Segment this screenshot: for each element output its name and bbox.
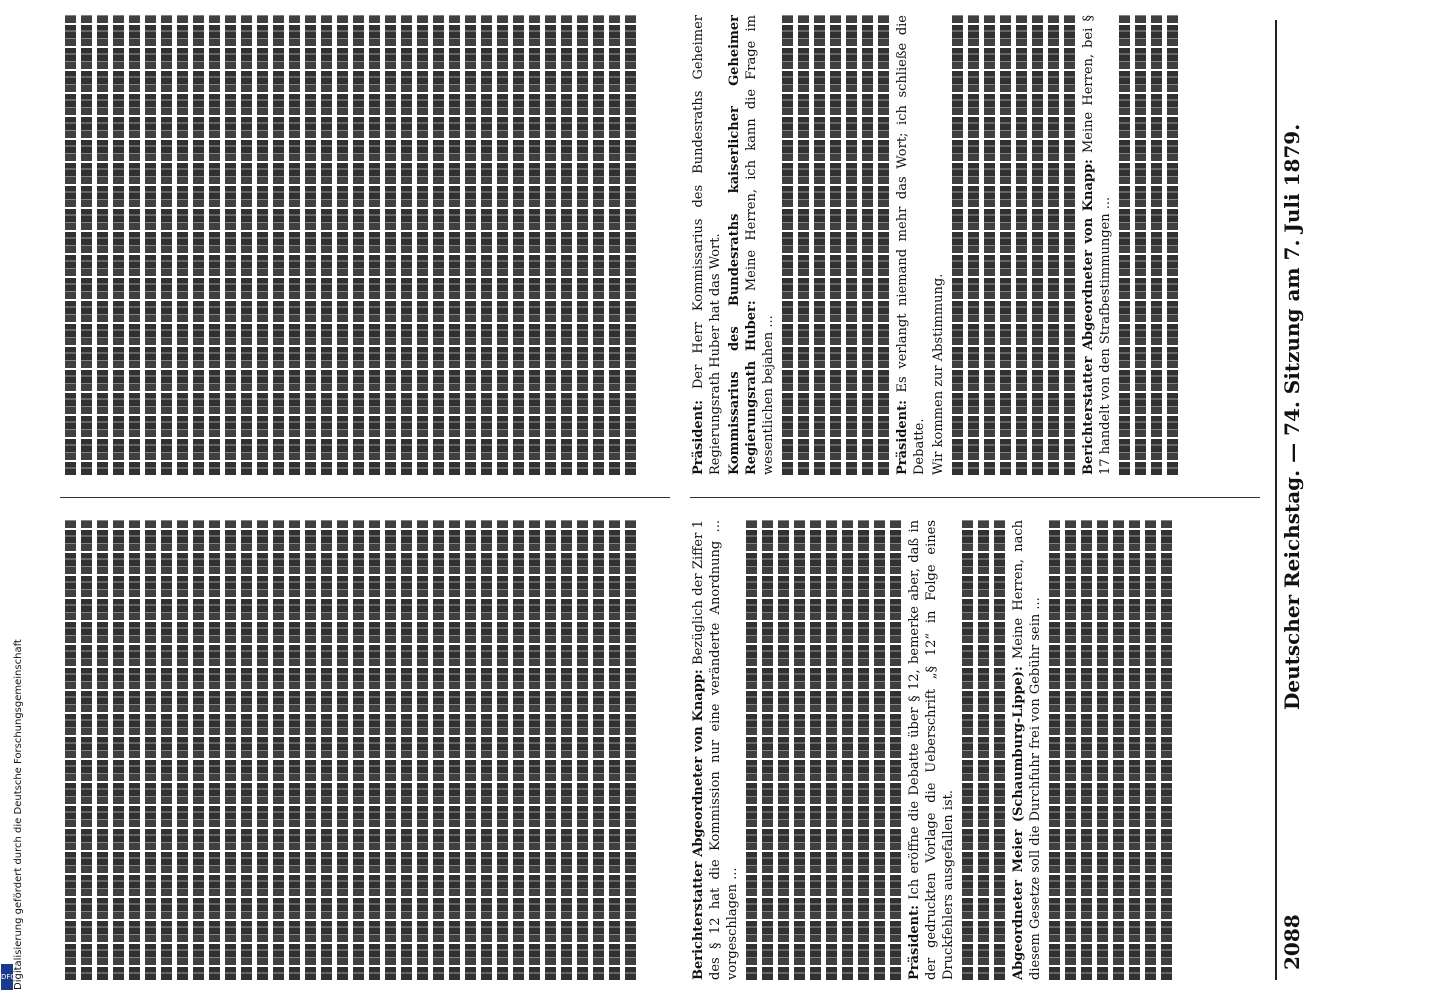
illegible-line (161, 15, 172, 475)
illegible-line (794, 520, 805, 980)
illegible-line (962, 520, 973, 980)
illegible-line (1113, 520, 1124, 980)
illegible-line (177, 520, 188, 980)
illegible-line (289, 520, 300, 980)
paragraph-text: Meine Herren, ich kann die Frage im wesentlichen bejahen ... (744, 15, 776, 475)
illegible-line (241, 520, 252, 980)
illegible-line (858, 520, 869, 980)
illegible-line (609, 520, 620, 980)
illegible-line (1049, 520, 1060, 980)
illegible-line (193, 15, 204, 475)
paragraph (930, 15, 947, 475)
illegible-line (810, 520, 821, 980)
illegible-line (746, 520, 757, 980)
illegible-line (846, 15, 857, 475)
journal-title: Deutscher Reichstag. — 74. Sitzung am 7. Juli 1879. (1280, 123, 1304, 710)
illegible-line (97, 15, 108, 475)
illegible-line (529, 15, 540, 475)
illegible-line (1081, 520, 1092, 980)
illegible-line (561, 15, 572, 475)
illegible-line (890, 520, 901, 980)
illegible-line (874, 520, 885, 980)
illegible-line (862, 15, 873, 475)
illegible-line (545, 520, 556, 980)
upper-right-column (690, 15, 1270, 475)
speaker-name: Präsident: (691, 400, 706, 475)
illegible-line (465, 520, 476, 980)
illegible-line (1135, 15, 1146, 475)
illegible-line (481, 520, 492, 980)
illegible-line (385, 15, 396, 475)
illegible-line (826, 520, 837, 980)
illegible-line (177, 15, 188, 475)
illegible-line (353, 15, 364, 475)
illegible-line (481, 15, 492, 475)
illegible-line (952, 15, 963, 475)
illegible-line (1016, 15, 1027, 475)
illegible-line (1167, 15, 1178, 475)
illegible-line (401, 15, 412, 475)
illegible-line (433, 520, 444, 980)
illegible-line (65, 520, 76, 980)
paragraph-text: Meine Herren, nach diesem Gesetze soll die Durchfuhr frei von Gebühr sein ... (1011, 520, 1043, 980)
illegible-line (609, 15, 620, 475)
illegible-line (113, 520, 124, 980)
lower-left-column (60, 520, 680, 980)
upper-left-column (690, 520, 1270, 980)
illegible-line (513, 15, 524, 475)
illegible-line (321, 15, 332, 475)
speaker-name: Berichterstatter Abgeordneter von Knapp: (691, 669, 706, 980)
illegible-line (449, 15, 460, 475)
illegible-line (161, 520, 172, 980)
paragraph (906, 520, 957, 980)
illegible-line (625, 520, 636, 980)
paragraph (1010, 520, 1044, 980)
illegible-line (1064, 15, 1075, 475)
speaker-name: Abgeordneter Meier (Schaumburg-Lippe): (1011, 666, 1026, 980)
illegible-line (305, 520, 316, 980)
illegible-line (257, 15, 268, 475)
lower-right-column (60, 15, 680, 475)
header-rule (1275, 20, 1277, 980)
illegible-line (994, 520, 1005, 980)
illegible-line (81, 520, 92, 980)
illegible-line (129, 15, 140, 475)
paragraph-text: Wir kommen zur Abstimmung. (931, 273, 946, 475)
paragraph-text: Der Herr Kommissarius des Bundesraths Geheimer Regierungsrath Huber hat das Wort. (691, 15, 723, 475)
illegible-line (842, 520, 853, 980)
illegible-line (417, 520, 428, 980)
illegible-line (417, 15, 428, 475)
speaker-name: Präsident: (895, 400, 910, 475)
illegible-line (145, 15, 156, 475)
illegible-line (337, 520, 348, 980)
illegible-line (798, 15, 809, 475)
digitization-footer (0, 0, 24, 1000)
illegible-line (225, 520, 236, 980)
illegible-line (289, 15, 300, 475)
illegible-line (129, 520, 140, 980)
speaker-name: Präsident: (907, 905, 922, 980)
paragraph-text: Es verlangt niemand mehr das Wort; ich schließe die Debatte. (895, 15, 927, 475)
illegible-line (513, 520, 524, 980)
illegible-line (401, 520, 412, 980)
illegible-line (1129, 520, 1140, 980)
illegible-line (1119, 15, 1130, 475)
illegible-line (257, 520, 268, 980)
illegible-line (878, 15, 889, 475)
illegible-line (449, 520, 460, 980)
paragraph-text: Meine Herren, bei § 17 handelt von den Strafbestimmungen ... (1081, 15, 1113, 475)
illegible-line (81, 15, 92, 475)
dfg-logo: DFG (1, 964, 13, 990)
illegible-line (369, 520, 380, 980)
illegible-line (385, 520, 396, 980)
illegible-line (321, 520, 332, 980)
illegible-line (65, 15, 76, 475)
paragraph (690, 520, 741, 980)
page-header (1280, 30, 1306, 970)
illegible-line (209, 520, 220, 980)
illegible-line (545, 15, 556, 475)
column-separator (60, 497, 670, 498)
illegible-line (353, 520, 364, 980)
illegible-line (209, 15, 220, 475)
illegible-line (968, 15, 979, 475)
paragraph-text: Ich eröffne die Debatte über § 12, bemerke aber, daß in der gedruckten Vorlage die Ueberschrift „§ 12“ in Folge eines Druckfehlers ausgefallen ist. (907, 520, 956, 980)
illegible-line (273, 520, 284, 980)
illegible-line (1097, 520, 1108, 980)
illegible-line (984, 15, 995, 475)
illegible-line (465, 15, 476, 475)
digitization-note: Digitalisierung gefördert durch die Deutsche Forschungsgemeinschaft (13, 639, 24, 990)
illegible-line (577, 520, 588, 980)
illegible-line (273, 15, 284, 475)
illegible-line (778, 520, 789, 980)
illegible-line (593, 520, 604, 980)
illegible-line (577, 15, 588, 475)
illegible-line (433, 15, 444, 475)
illegible-line (782, 15, 793, 475)
illegible-line (113, 15, 124, 475)
illegible-line (497, 15, 508, 475)
illegible-line (225, 15, 236, 475)
illegible-line (529, 520, 540, 980)
illegible-line (1000, 15, 1011, 475)
illegible-line (561, 520, 572, 980)
illegible-line (978, 520, 989, 980)
illegible-line (1032, 15, 1043, 475)
illegible-line (145, 520, 156, 980)
illegible-line (830, 15, 841, 475)
illegible-line (241, 15, 252, 475)
illegible-line (97, 520, 108, 980)
speaker-name: Kommissarius des Bundesraths kaiserlicher Geheimer Regierungsrath Huber: (727, 15, 759, 475)
paragraph (690, 15, 724, 475)
paragraph (1080, 15, 1114, 475)
speaker-name: Berichterstatter Abgeordneter von Knapp: (1081, 159, 1096, 475)
illegible-line (1048, 15, 1059, 475)
illegible-line (305, 15, 316, 475)
illegible-line (1065, 520, 1076, 980)
paragraph (894, 15, 928, 475)
illegible-line (193, 520, 204, 980)
illegible-line (762, 520, 773, 980)
illegible-line (497, 520, 508, 980)
column-separator (690, 497, 1260, 498)
illegible-line (814, 15, 825, 475)
illegible-line (1161, 520, 1172, 980)
paragraph-text: Bezüglich der Ziffer 1 des § 12 hat die Kommission nur eine veränderte Anordnung ... vorgeschlagen ... (691, 520, 740, 980)
illegible-line (337, 15, 348, 475)
illegible-line (1145, 520, 1156, 980)
illegible-line (369, 15, 380, 475)
illegible-line (1151, 15, 1162, 475)
illegible-line (593, 15, 604, 475)
illegible-line (625, 15, 636, 475)
page-number: 2088 (1280, 914, 1304, 970)
paragraph (726, 15, 777, 475)
